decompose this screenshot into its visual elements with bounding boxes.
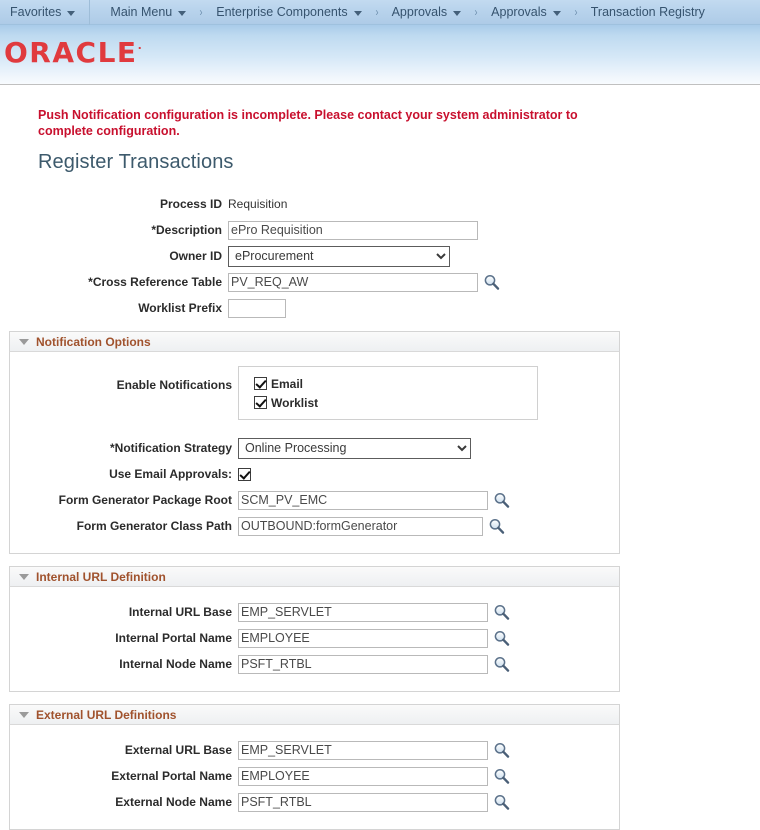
- breadcrumb-item-label: Approvals: [491, 5, 547, 19]
- field-row-external-url-base: [10, 739, 619, 761]
- label-use-email-approvals: Use Email Approvals:: [109, 467, 232, 481]
- checkbox-line[interactable]: [239, 374, 537, 393]
- lookup-icon-internal-portal-name[interactable]: [493, 630, 510, 647]
- breadcrumb: [0, 0, 760, 25]
- label-external-portal-name: External Portal Name: [111, 769, 232, 783]
- label-description: *Description: [151, 223, 222, 237]
- section-external-url-definitions: [9, 704, 620, 830]
- label-form-generator-package-root: Form Generator Package Root: [58, 493, 232, 507]
- label-internal-url-base: Internal URL Base: [128, 605, 232, 619]
- oracle-header-banner: [0, 25, 760, 85]
- field-row-cross-reference-table: [0, 271, 760, 293]
- value-process-id: Requisition: [228, 197, 288, 211]
- lookup-icon-form-generator-package-root[interactable]: [493, 492, 510, 509]
- breadcrumb-item-label: Main Menu: [110, 5, 173, 19]
- field-row-internal-node-name: [10, 653, 619, 675]
- oracle-logo-trademark: ·: [137, 41, 142, 55]
- field-row-notification-strategy: [10, 437, 619, 459]
- label-internal-portal-name: Internal Portal Name: [115, 631, 232, 645]
- chevron-down-icon: [178, 11, 186, 16]
- section-header-external-url-definitions[interactable]: [9, 704, 620, 725]
- checkbox-use-email-approvals[interactable]: [238, 468, 251, 481]
- field-row-form-generator-package-root: [10, 489, 619, 511]
- input-description[interactable]: [228, 221, 478, 240]
- label-notification-strategy: *Notification Strategy: [109, 441, 232, 455]
- breadcrumb-item-main-menu[interactable]: [108, 5, 188, 19]
- input-cross-reference-table[interactable]: [228, 273, 478, 292]
- select-owner-id[interactable]: [228, 246, 450, 267]
- breadcrumb-separator-icon: ›: [474, 5, 478, 19]
- input-external-node-name[interactable]: [238, 793, 488, 812]
- field-row-process-id: [0, 193, 760, 215]
- checkbox-group-enable-notifications: [238, 366, 538, 420]
- checkbox-label: Email: [271, 376, 304, 391]
- field-row-external-portal-name: [10, 765, 619, 787]
- checkbox-line[interactable]: [239, 393, 537, 412]
- main-field-group: [0, 193, 760, 319]
- checkbox-label: Worklist: [271, 395, 319, 410]
- spacer: [10, 424, 619, 437]
- collapse-triangle-icon[interactable]: [19, 712, 29, 718]
- label-form-generator-class-path: Form Generator Class Path: [76, 519, 232, 533]
- input-external-url-base[interactable]: [238, 741, 488, 760]
- lookup-icon-internal-node-name[interactable]: [493, 656, 510, 673]
- section-header-internal-url-definition[interactable]: [9, 566, 620, 587]
- label-process-id: Process ID: [159, 197, 222, 211]
- label-external-node-name: External Node Name: [115, 795, 232, 809]
- label-external-url-base: External URL Base: [124, 743, 232, 757]
- checkbox-worklist[interactable]: [254, 396, 267, 409]
- breadcrumb-item-label: Approvals: [391, 5, 448, 19]
- section-body-notification-options: [10, 352, 619, 553]
- page-content: [0, 85, 760, 830]
- chevron-down-icon: [354, 11, 362, 16]
- field-row-internal-portal-name: [10, 627, 619, 649]
- label-internal-node-name: Internal Node Name: [119, 657, 232, 671]
- breadcrumb-divider: [89, 0, 90, 25]
- chevron-down-icon: [67, 11, 75, 16]
- field-row-description: [0, 219, 760, 241]
- lookup-icon-external-url-base[interactable]: [493, 742, 510, 759]
- breadcrumb-separator-icon: ›: [574, 5, 578, 19]
- chevron-down-icon: [453, 11, 461, 16]
- oracle-logo-text: ORACLE: [4, 36, 138, 69]
- checkbox-email[interactable]: [254, 377, 267, 390]
- lookup-icon-external-node-name[interactable]: [493, 794, 510, 811]
- breadcrumb-separator-icon: ›: [375, 5, 379, 19]
- label-worklist-prefix: Worklist Prefix: [138, 301, 222, 315]
- label-enable-notifications: Enable Notifications: [116, 378, 232, 392]
- input-external-portal-name[interactable]: [238, 767, 488, 786]
- error-message: Push Notification configuration is incomplete. Please contact your system administrator to complete configuration.: [38, 108, 578, 138]
- breadcrumb-item-label: Favorites: [10, 5, 62, 19]
- collapse-triangle-icon[interactable]: [19, 574, 29, 580]
- breadcrumb-item-approvals-2[interactable]: [489, 5, 563, 19]
- breadcrumb-item-label: Transaction Registry: [590, 5, 705, 19]
- field-row-worklist-prefix: [0, 297, 760, 319]
- section-body-internal-url-definition: [10, 587, 619, 691]
- input-form-generator-class-path[interactable]: [238, 517, 483, 536]
- breadcrumb-item-label: Enterprise Components: [216, 5, 348, 19]
- collapse-triangle-icon[interactable]: [19, 339, 29, 345]
- section-title: Internal URL Definition: [36, 569, 166, 584]
- breadcrumb-item-transaction-registry: [589, 5, 710, 19]
- select-notification-strategy[interactable]: [238, 438, 471, 459]
- page-title: Register Transactions: [38, 151, 234, 173]
- section-title: External URL Definitions: [36, 707, 177, 722]
- input-internal-node-name[interactable]: [238, 655, 488, 674]
- input-internal-portal-name[interactable]: [238, 629, 488, 648]
- breadcrumb-separator-icon: ›: [199, 5, 203, 19]
- section-notification-options: [9, 331, 620, 554]
- lookup-icon-cross-reference-table[interactable]: [483, 274, 500, 291]
- lookup-icon-form-generator-class-path[interactable]: [488, 518, 505, 535]
- oracle-logo: [4, 36, 142, 69]
- breadcrumb-item-enterprise-components[interactable]: [214, 5, 363, 19]
- input-form-generator-package-root[interactable]: [238, 491, 488, 510]
- input-internal-url-base[interactable]: [238, 603, 488, 622]
- lookup-icon-internal-url-base[interactable]: [493, 604, 510, 621]
- sections-container: [0, 331, 760, 830]
- chevron-down-icon: [553, 11, 561, 16]
- section-header-notification-options[interactable]: [9, 331, 620, 352]
- section-body-external-url-definitions: [10, 725, 619, 829]
- field-row-external-node-name: [10, 791, 619, 813]
- input-worklist-prefix[interactable]: [228, 299, 286, 318]
- field-row-internal-url-base: [10, 601, 619, 623]
- field-row-form-generator-class-path: [10, 515, 619, 537]
- breadcrumb-item-favorites[interactable]: [0, 5, 89, 19]
- breadcrumb-item-approvals[interactable]: [390, 5, 464, 19]
- field-row-enable-notifications: [10, 366, 619, 420]
- section-internal-url-definition: [9, 566, 620, 692]
- label-cross-reference-table: *Cross Reference Table: [88, 275, 222, 289]
- field-row-owner-id: [0, 245, 760, 267]
- label-owner-id: Owner ID: [169, 249, 222, 263]
- section-title: Notification Options: [36, 334, 151, 349]
- field-row-use-email-approvals: [10, 463, 619, 485]
- lookup-icon-external-portal-name[interactable]: [493, 768, 510, 785]
